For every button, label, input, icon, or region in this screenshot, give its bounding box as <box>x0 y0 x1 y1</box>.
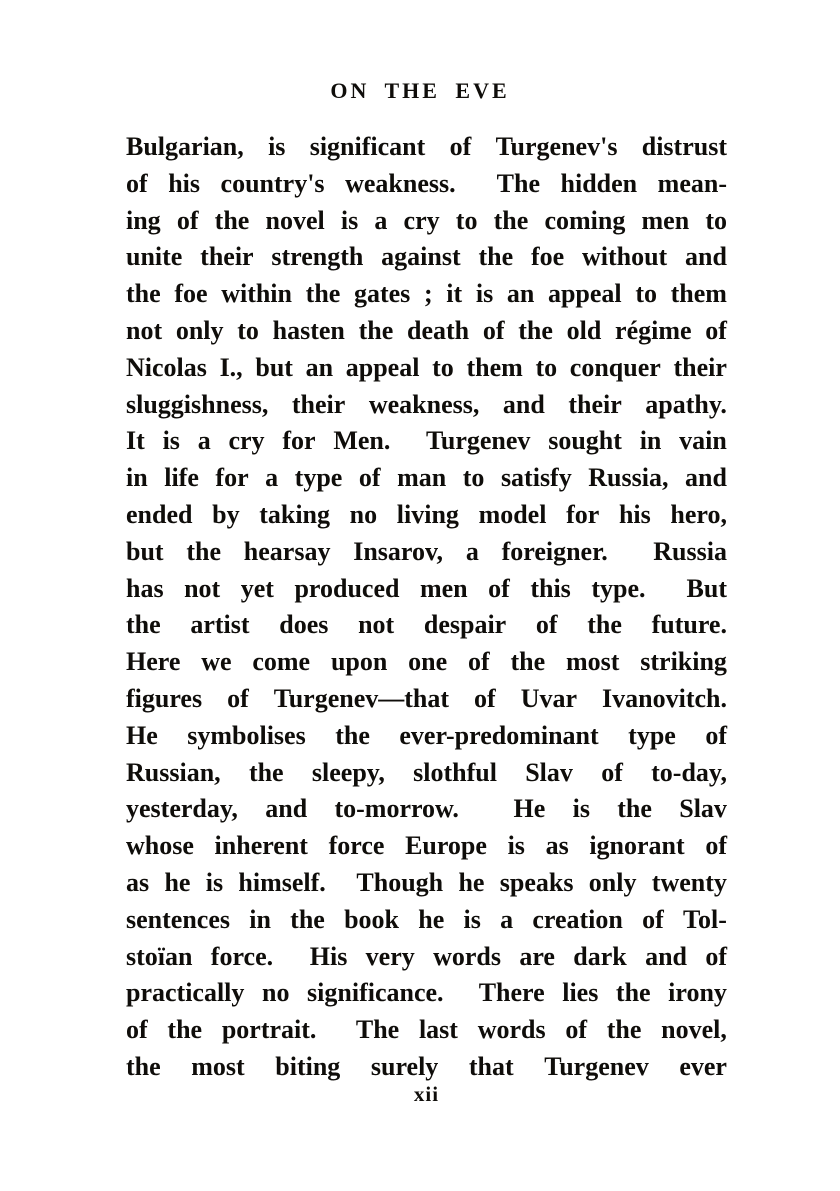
text-lines <box>126 129 727 1086</box>
text-line: Russian, the sleepy, slothful Slav of to-day, <box>126 757 727 787</box>
text-line: in life for a type of man to satisfy Russia, and <box>126 463 727 493</box>
text-line: as he is himself. Though he speaks only twenty <box>126 867 727 897</box>
text-line: unite their strength against the foe without and <box>126 242 727 272</box>
text-line: figures of Turgenev—that of Uvar Ivanovitch. <box>126 683 727 713</box>
running-header: ON THE EVE <box>330 78 510 103</box>
text-line: sentences in the book he is a creation of Tol- <box>126 904 727 934</box>
text-line: ended by taking no living model for his hero, <box>126 499 727 529</box>
text-line: stoïan force. His very words are dark and of <box>126 941 727 971</box>
text-line: It is a cry for Men. Turgenev sought in vain <box>126 426 727 456</box>
text-line: but the hearsay Insarov, a foreigner. Russia <box>126 536 727 566</box>
text-line: the artist does not despair of the future. <box>126 610 727 640</box>
text-line: Here we come upon one of the most striking <box>126 647 727 677</box>
text-line: Nicolas I., but an appeal to them to conquer their <box>126 352 727 382</box>
text-line: whose inherent force Europe is as ignorant of <box>126 831 727 861</box>
text-line: sluggishness, their weakness, and their apathy. <box>126 389 727 419</box>
text-line: ing of the novel is a cry to the coming men to <box>126 205 727 235</box>
text-line: not only to hasten the death of the old régime of <box>126 315 727 345</box>
text-line: He symbolises the ever-predominant type of <box>126 720 727 750</box>
text-line: yesterday, and to-morrow. He is the Slav <box>126 794 727 824</box>
text-line: practically no significance. There lies the irony <box>126 978 727 1008</box>
text-line: the most biting surely that Turgenev ever <box>126 1051 727 1081</box>
text-line: of his country's weakness. The hidden mean- <box>126 168 727 198</box>
text-line: has not yet produced men of this type. But <box>126 573 727 603</box>
text-line: Bulgarian, is significant of Turgenev's distrust <box>126 132 727 161</box>
text-line: the foe within the gates ; it is an appeal to them <box>126 279 727 309</box>
page-number: xii <box>413 1082 440 1106</box>
text-line: of the portrait. The last words of the novel, <box>126 1015 727 1045</box>
